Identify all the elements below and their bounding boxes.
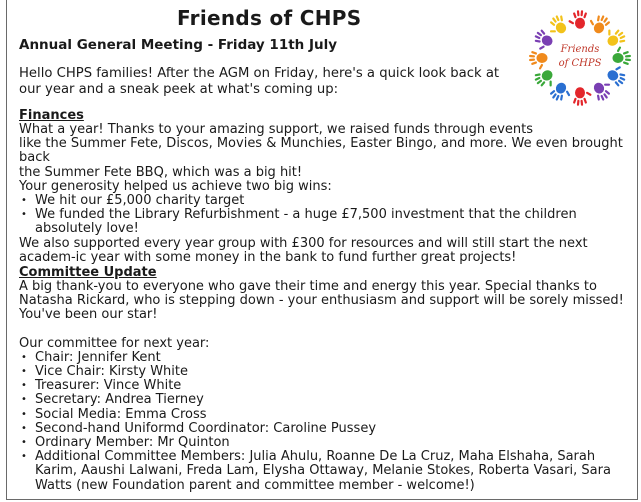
committee-members-list <box>19 351 634 493</box>
handprint-icon <box>602 24 628 50</box>
list-item: • Second-hand Uniformd Coordinator: Caroline Pussey <box>19 422 634 436</box>
list-item: • Vice Chair: Kirsty White <box>19 365 634 379</box>
finances-paragraph-line: like the Summer Fete, Discos, Movies & Munchies, Easter Bingo, and more. We even brought back <box>19 136 623 166</box>
list-item: • Treasurer: Vince White <box>19 379 634 393</box>
list-item: • Social Media: Emma Cross <box>19 408 634 422</box>
committee-list-intro: Our committee for next year: <box>19 335 210 351</box>
handprint-icon <box>573 87 592 106</box>
meeting-subtitle: Annual General Meeting - Friday 11th July <box>19 37 338 53</box>
page-title: Friends of CHPS <box>177 6 362 30</box>
intro-paragraph: Hello CHPS families! After the AGM on Friday, here's a quick look back at our year and a sneak peek at what's coming up: <box>19 66 500 97</box>
finances-closing-paragraph: We also supported every year group with £300 for resources and will still start the next academ-ic year with some money in the bank to fund further great projects! <box>19 235 588 265</box>
handprint-icon <box>529 51 548 70</box>
finances-paragraph-line: What a year! Thanks to your amazing support, we raised funds through events <box>19 122 533 137</box>
logo-text-line2: of CHPS <box>558 58 602 69</box>
handprint-wreath-icon <box>525 6 635 106</box>
list-item: • Secretary: Andrea Tierney <box>19 393 634 407</box>
list-item: • Chair: Jennifer Kent <box>19 351 634 365</box>
list-item: • We funded the Library Refurbishment - a huge £7,500 investment that the children absolutely love! <box>19 208 634 236</box>
friends-of-chps-logo <box>525 6 635 106</box>
newsletter-page <box>6 0 638 500</box>
committee-thanks-paragraph: A big thank-you to everyone who gave their time and energy this year. Special thanks to Natasha Rickard, who is stepping down - your enthusiasm and support will be sorely missed! You've been our star! <box>19 279 624 323</box>
finances-paragraph-line: the Summer Fete BBQ, which was a big hit! <box>19 164 303 180</box>
finances-paragraph-line: Your generosity helped us achieve two big wins: <box>19 178 332 194</box>
list-item: • Additional Committee Members: Julia Ahulu, Roanne De La Cruz, Maha Elshaha, Sarah Karim, Aaushi Lalwani, Freda Lam, Elysha Ottaway, Melanie Stokes, Roberta Vasari, Sara Watts (new Foundation parent and committee member - welcome!) <box>19 450 634 493</box>
committee-section <box>19 266 634 493</box>
handprint-icon <box>548 80 574 106</box>
handprint-icon <box>532 66 558 92</box>
finances-section <box>19 109 634 265</box>
logo-text-line1: Friends <box>560 44 600 55</box>
committee-heading: Committee Update <box>19 265 157 280</box>
list-item: • Ordinary Member: Mr Quinton <box>19 436 634 450</box>
handprint-icon <box>590 77 616 103</box>
list-item: • We hit our £5,000 charity target <box>19 194 634 208</box>
handprint-icon <box>613 46 632 65</box>
handprint-icon <box>544 13 570 39</box>
finances-achievements-list <box>19 194 634 237</box>
finances-heading: Finances <box>19 108 84 123</box>
handprint-icon <box>586 11 612 37</box>
handprint-icon <box>568 10 587 29</box>
